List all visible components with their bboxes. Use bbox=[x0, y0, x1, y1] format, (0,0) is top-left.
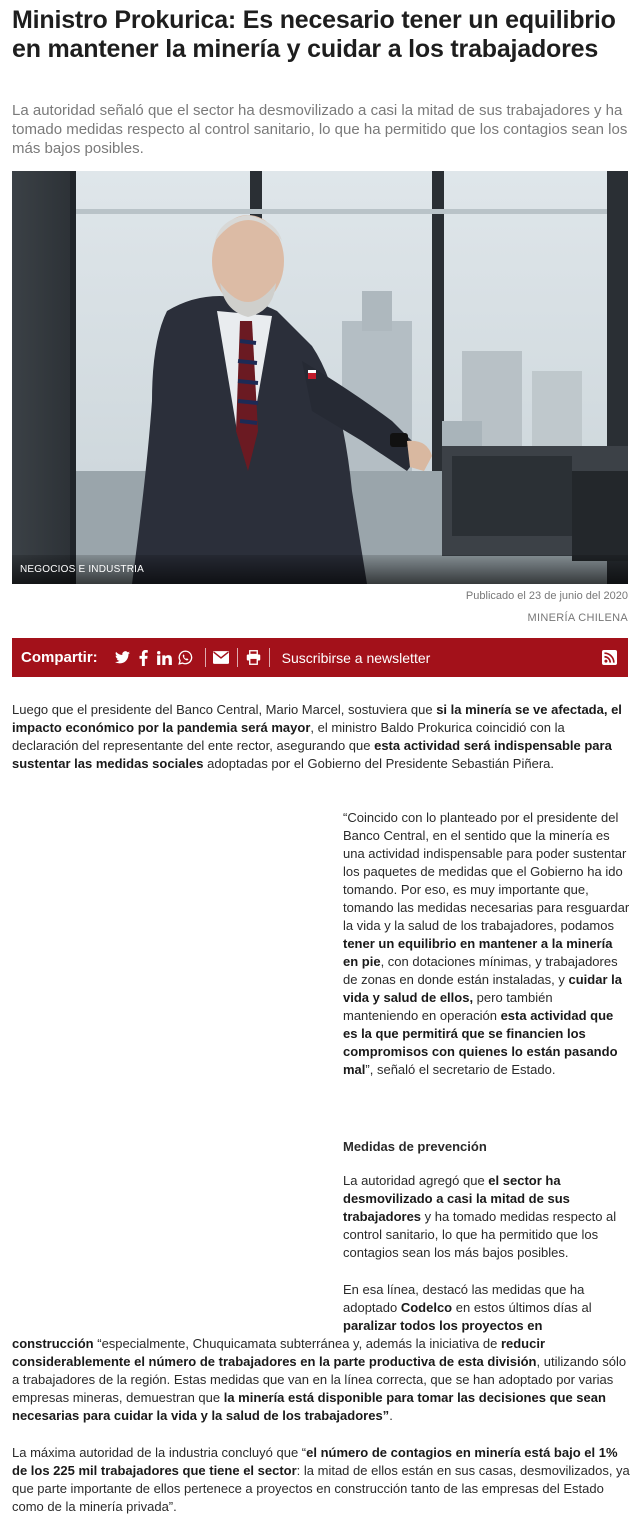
divider bbox=[205, 648, 206, 667]
paragraph-quote: “Coincido con lo planteado por el presidente del Banco Central, en el sentido que la minería es una actividad indispensable para poder sustentar los paquetes de medidas que el Gobierno ha ido tomando. Por eso, es muy importante que, tomando las medidas necesarias para resguardar la vida y la salud de los trabajadores, podamos tener un equilibrio en mantener a la minería en pie, con dotaciones mínimas, y trabajadores de zonas en donde están instaladas, y cuidar la vida y salud de ellos, pero también manteniendo en operación esta actividad que es la que permitirá que se financien los compromisos con quienes lo están pasando mal”, señaló el secretario de Estado. bbox=[343, 810, 630, 1077]
category-label[interactable]: NEGOCIOS E INDUSTRIA bbox=[20, 564, 145, 575]
emphasis-text: cuidar la vida y salud de ellos, bbox=[343, 972, 622, 1005]
paragraph-codelco-continued: construcción “especialmente, Chuquicamata subterránea y, además la iniciativa de reducir considerablemente el número de trabajadores en la parte productiva de esta división, utilizando sólo a trabajadores de la región. Estas medidas que van en la línea correcta, que se han adoptado por varias empresas mineras, demuestran que la minería está disponible para tomar las decisiones que sean necesarias para cuidar la vida y la salud de los trabajadores”. bbox=[12, 1336, 627, 1423]
twitter-icon[interactable] bbox=[114, 649, 131, 666]
emphasis-text: esta actividad que es la que permitirá que se financien los compromisos con quienes lo están pasando mal bbox=[343, 1008, 618, 1077]
paragraph-conclusion: La máxima autoridad de la industria concluyó que “el número de contagios en minería está bajo el 1% de los 225 mil trabajadores que tiene el sector: la mitad de ellos están en sus casas, desmovilizados, ya que parte importante de ellos pertenece a proyectos en construcción tanto de las empresas del Estado como de la minería privada”. bbox=[12, 1445, 630, 1514]
whatsapp-icon[interactable] bbox=[177, 649, 194, 666]
section-subheading: Medidas de prevención bbox=[343, 1139, 487, 1154]
emphasis-text: el sector ha desmovilizado a casi la mitad de sus trabajadores bbox=[343, 1173, 570, 1224]
email-icon[interactable] bbox=[213, 649, 230, 666]
article-photo bbox=[12, 171, 628, 584]
article-title: Ministro Prokurica: Es necesario tener un equilibrio en mantener la minería y cuidar a los trabajadores bbox=[12, 6, 616, 63]
paragraph-intro: Luego que el presidente del Banco Central, Mario Marcel, sostuviera que si la minería se ve afectada, el impacto económico por la pandemia será mayor, el ministro Baldo Prokurica coincidió con la declaración del representante del ente rector, asegurando que esta actividad será indispensable para sustentar las medidas sociales adoptadas por el Gobierno del Presidente Sebastián Piñera. bbox=[12, 702, 622, 771]
newsletter-link[interactable]: Suscribirse a newsletter bbox=[281, 649, 431, 666]
minister-portrait-image bbox=[12, 171, 628, 584]
emphasis-text: esta actividad será indispensable para sustentar las medidas sociales bbox=[12, 738, 612, 771]
article-source: MINERÍA CHILENA bbox=[527, 612, 628, 624]
article-lead: La autoridad señaló que el sector ha desmovilizado a casi la mitad de sus trabajadores y ha tomado medidas respecto al control sanitario, lo que ha permitido que los contagios sean los más bajos posibles. bbox=[12, 102, 628, 157]
emphasis-text: si la minería se ve afectada, el impacto económico por la pandemia será mayor bbox=[12, 702, 622, 735]
share-bar bbox=[12, 638, 628, 677]
emphasis-text: tener un equilibrio en mantener a la minería en pie bbox=[343, 936, 613, 969]
photo-category-overlay bbox=[12, 555, 628, 584]
facebook-icon[interactable] bbox=[135, 649, 152, 666]
divider bbox=[237, 648, 238, 667]
emphasis-text: la minería está disponible para tomar las decisiones que sean necesarias para cuidar la vida y la salud de los trabajadores” bbox=[12, 1390, 606, 1423]
divider bbox=[269, 648, 270, 667]
share-icons bbox=[114, 649, 198, 666]
publish-date: Publicado el 23 de junio del 2020 bbox=[465, 590, 628, 602]
emphasis-text: construcción bbox=[12, 1336, 94, 1351]
share-label: Compartir: bbox=[21, 649, 98, 666]
emphasis-text: el número de contagios en minería está bajo el 1% de los 225 mil trabajadores que tiene el sector bbox=[12, 1445, 618, 1478]
rss-icon[interactable] bbox=[602, 650, 617, 665]
emphasis-text: Codelco bbox=[400, 1300, 453, 1315]
paragraph-authority: La autoridad agregó que el sector ha desmovilizado a casi la mitad de sus trabajadores y ha tomado medidas respecto al control sanitario, lo que ha permitido que los contagios sean los más bajos posibles. bbox=[343, 1173, 617, 1260]
emphasis-text: paralizar todos los proyectos en bbox=[343, 1318, 543, 1333]
print-icon[interactable] bbox=[245, 649, 262, 666]
linkedin-icon[interactable] bbox=[156, 649, 173, 666]
emphasis-text: reducir considerablemente el número de trabajadores en la parte productiva de esta división bbox=[12, 1336, 546, 1369]
paragraph-codelco-start: En esa línea, destacó las medidas que ha adoptado Codelco en estos últimos días al paralizar todos los proyectos en bbox=[343, 1282, 592, 1333]
